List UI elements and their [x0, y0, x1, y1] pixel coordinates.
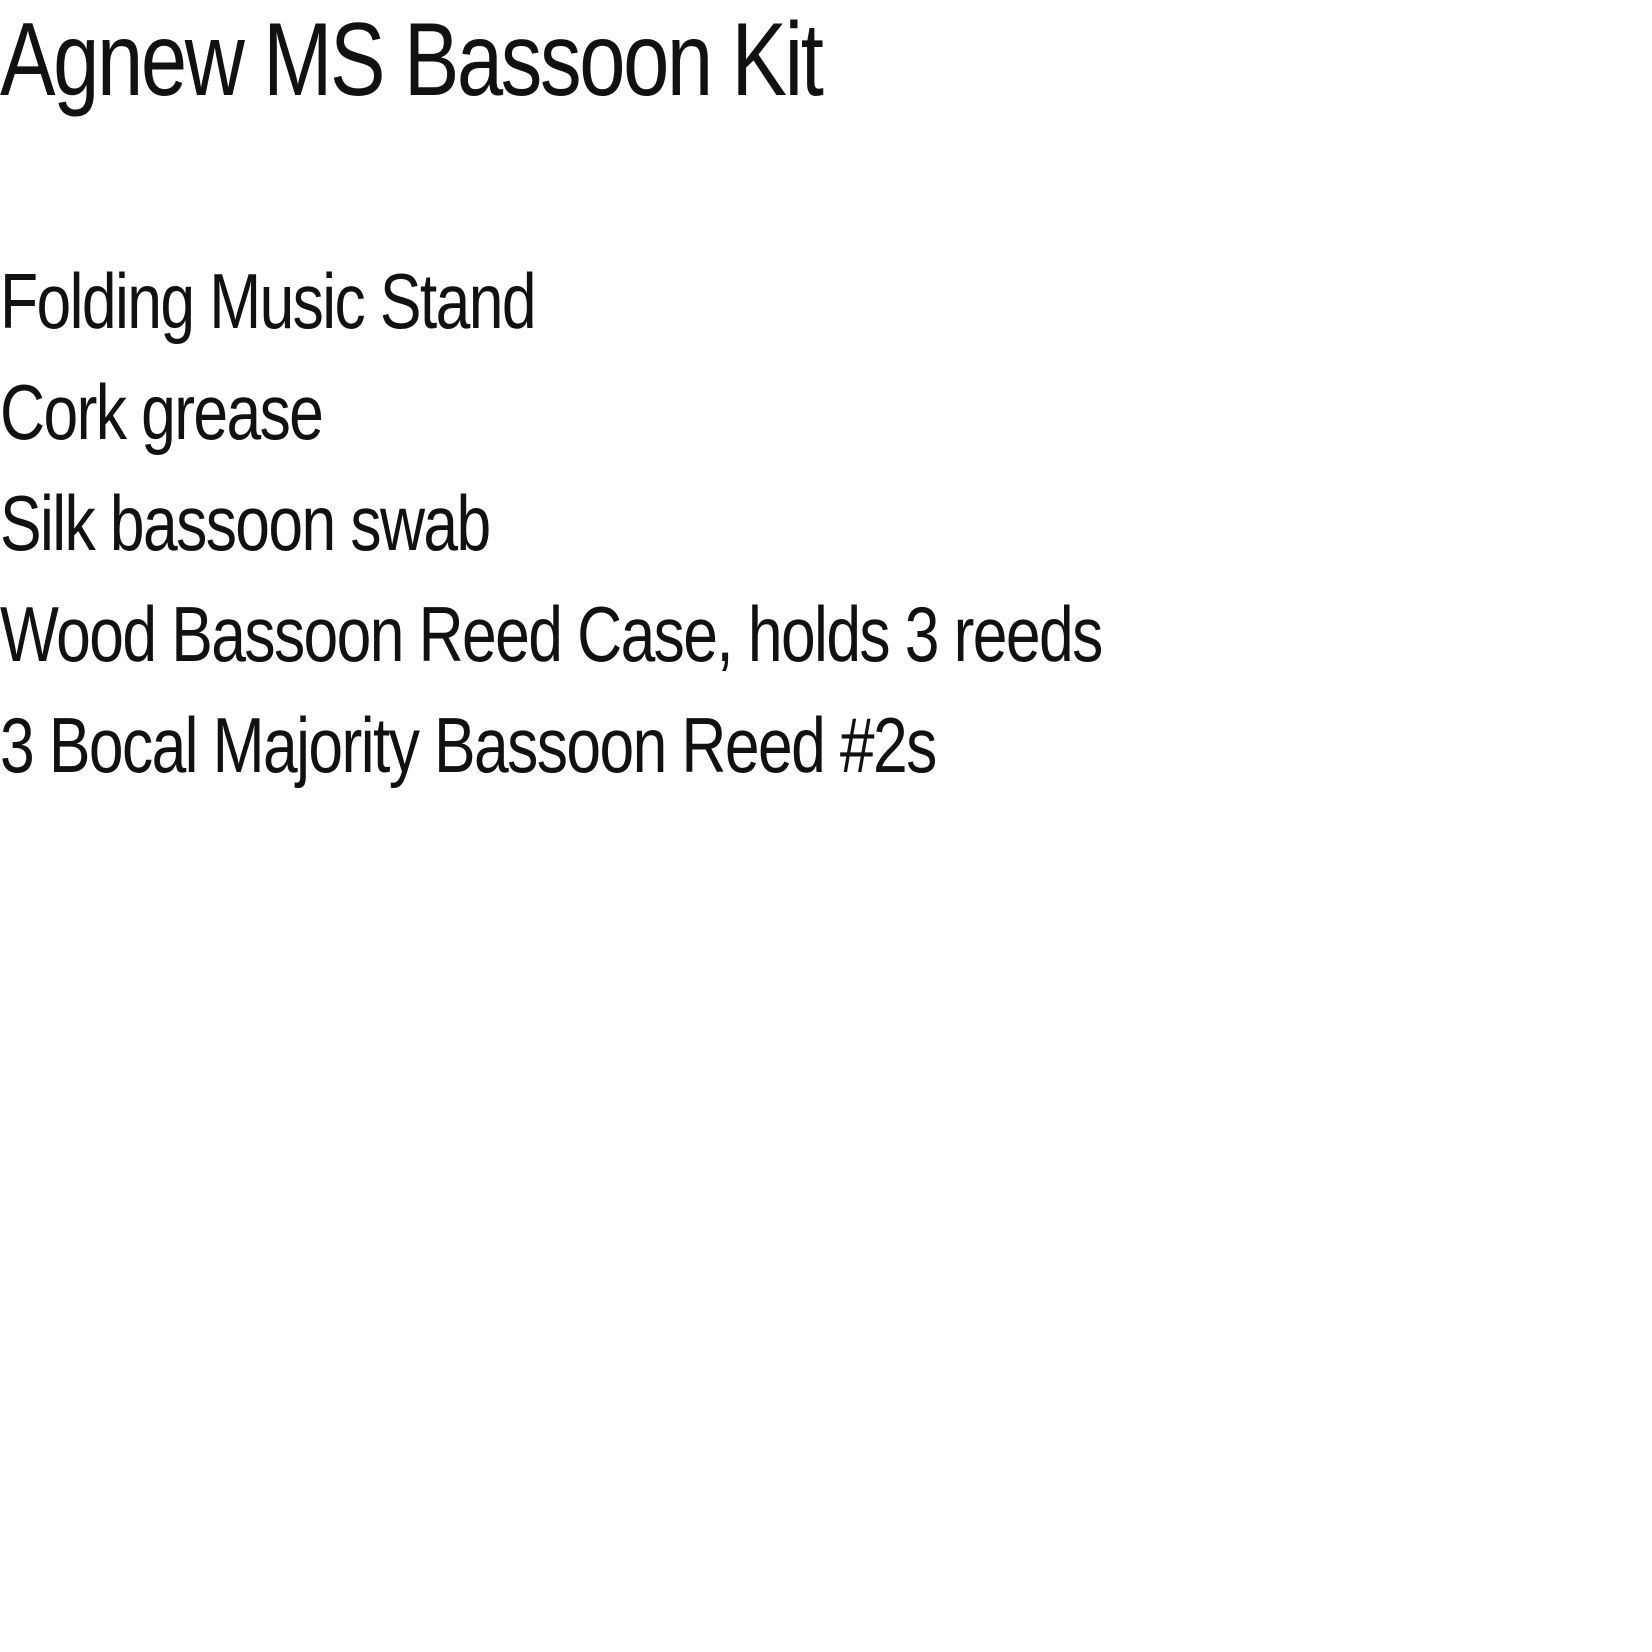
page-title: Agnew MS Bassoon Kit — [0, 2, 822, 118]
kit-item-list — [0, 257, 1377, 817]
list-item: Silk bassoon swab — [0, 479, 490, 567]
list-item: 3 Bocal Majority Bassoon Reed #2s — [0, 701, 936, 789]
list-item: Wood Bassoon Reed Case, holds 3 reeds — [0, 590, 1102, 678]
list-item: Folding Music Stand — [0, 257, 535, 345]
list-item: Cork grease — [0, 368, 323, 456]
